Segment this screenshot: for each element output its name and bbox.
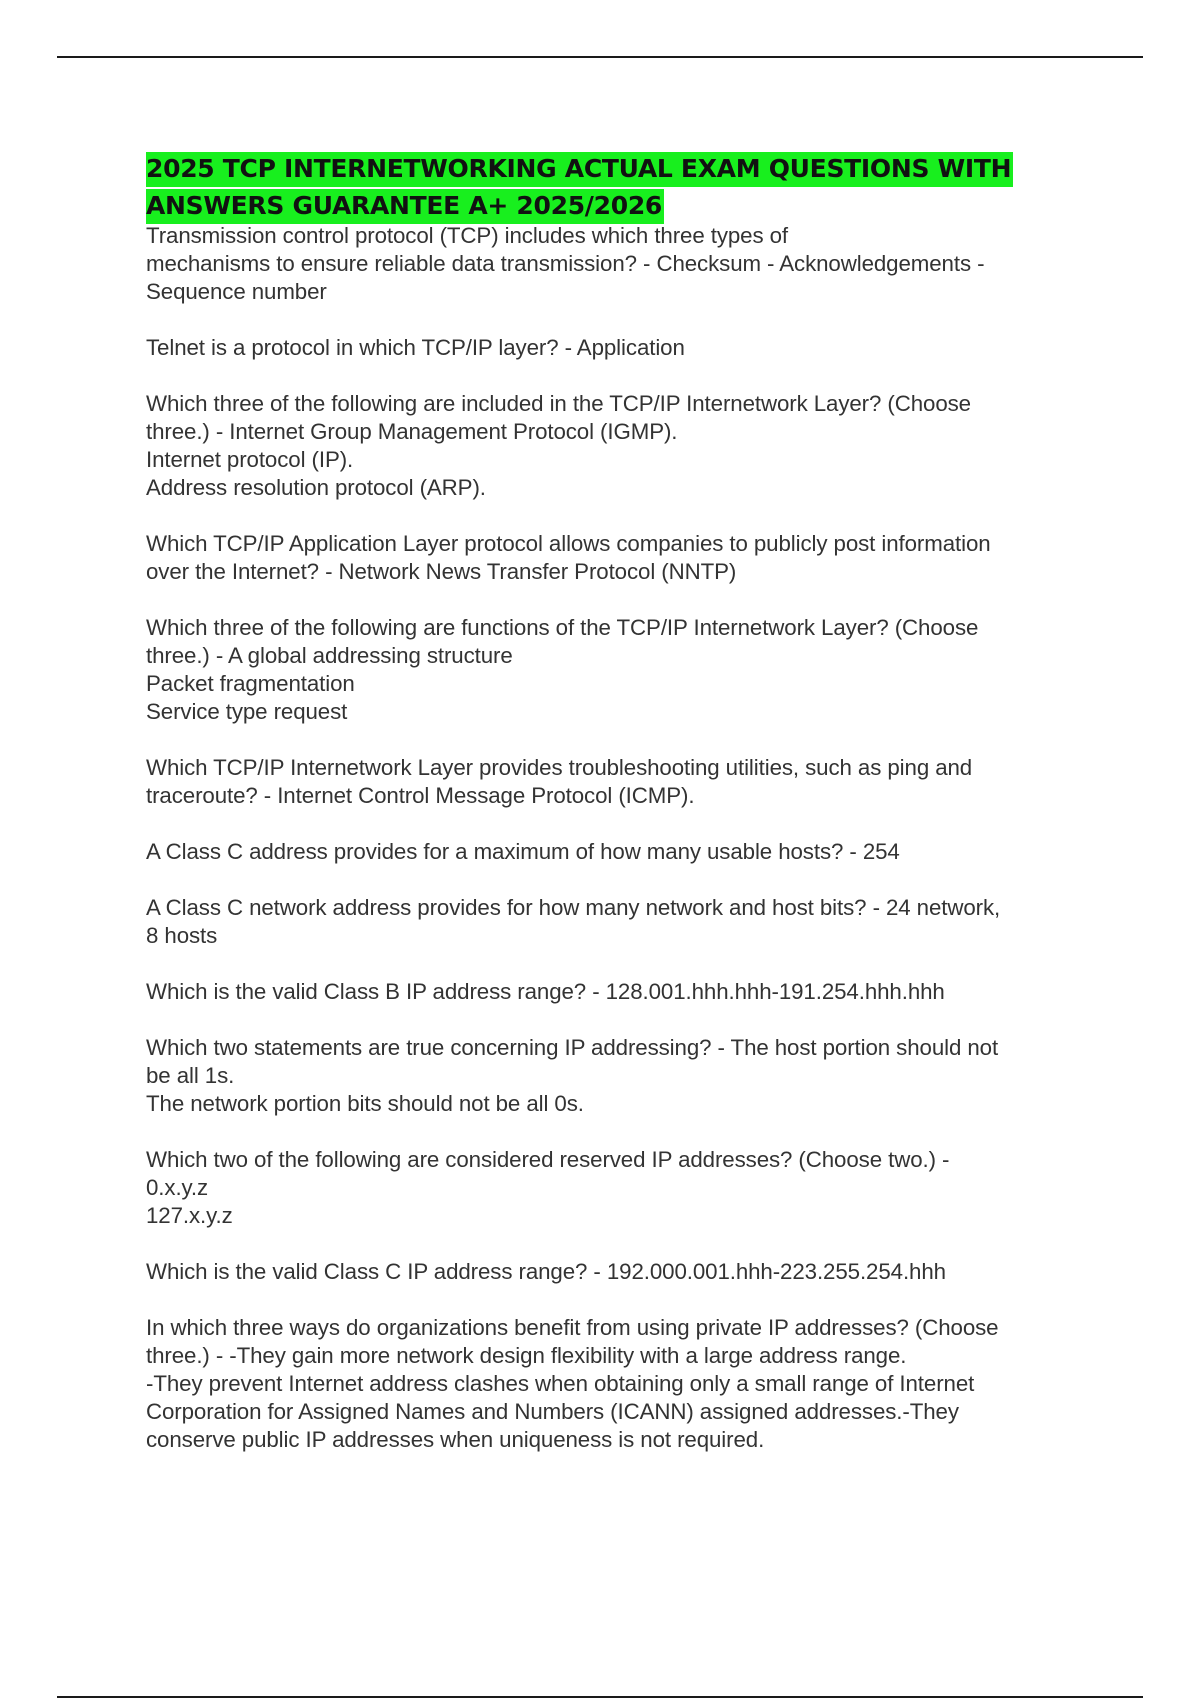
qa-item xyxy=(146,838,1096,866)
qa-line: Packet fragmentation xyxy=(146,671,355,696)
qa-line: 0.x.y.z xyxy=(146,1175,209,1200)
qa-line: Which is the valid Class B IP address range? - 128.001.hhh.hhh-191.254.hhh.hhh xyxy=(146,979,945,1004)
question-answer-list xyxy=(146,222,1096,1454)
qa-line: Sequence number xyxy=(146,279,327,304)
qa-line: Transmission control protocol (TCP) includes which three types of xyxy=(146,223,789,248)
qa-line: Which three of the following are functions of the TCP/IP Internetwork Layer? (Choose xyxy=(146,615,979,640)
qa-item xyxy=(146,222,1096,306)
qa-line: Telnet is a protocol in which TCP/IP layer? - Application xyxy=(146,335,685,360)
qa-item xyxy=(146,754,1096,810)
qa-item xyxy=(146,1034,1096,1118)
qa-line: Which two statements are true concerning IP addressing? - The host portion should not xyxy=(146,1035,999,1060)
qa-line: A Class C network address provides for how many network and host bits? - 24 network, xyxy=(146,895,1001,920)
title-line-1: 2025 TCP INTERNETWORKING ACTUAL EXAM QUESTIONS WITH xyxy=(146,154,1012,183)
qa-item xyxy=(146,614,1096,726)
qa-line: The network portion bits should not be all 0s. xyxy=(146,1091,584,1116)
qa-item xyxy=(146,530,1096,586)
qa-line: Which TCP/IP Application Layer protocol allows companies to publicly post information xyxy=(146,531,991,556)
qa-line: Corporation for Assigned Names and Numbers (ICANN) assigned addresses.-They xyxy=(146,1399,959,1424)
top-rule xyxy=(57,56,1143,58)
qa-line: Which two of the following are considered reserved IP addresses? (Choose two.) - xyxy=(146,1147,950,1172)
qa-line: 127.x.y.z xyxy=(146,1203,233,1228)
qa-line: be all 1s. xyxy=(146,1063,235,1088)
qa-line: over the Internet? - Network News Transfer Protocol (NNTP) xyxy=(146,559,737,584)
qa-line: Service type request xyxy=(146,699,348,724)
qa-line: Which TCP/IP Internetwork Layer provides troubleshooting utilities, such as ping and xyxy=(146,755,973,780)
qa-line: 8 hosts xyxy=(146,923,218,948)
qa-line: conserve public IP addresses when uniqueness is not required. xyxy=(146,1427,765,1452)
bottom-rule xyxy=(57,1696,1143,1698)
qa-line: mechanisms to ensure reliable data transmission? - Checksum - Acknowledgements - xyxy=(146,251,985,276)
qa-line: traceroute? - Internet Control Message Protocol (ICMP). xyxy=(146,783,695,808)
qa-line: three.) - -They gain more network design flexibility with a large address range. xyxy=(146,1343,907,1368)
document-page xyxy=(146,150,1096,1482)
qa-item xyxy=(146,978,1096,1006)
qa-item xyxy=(146,1314,1096,1454)
title-highlight xyxy=(146,152,1013,224)
qa-line: Which three of the following are included in the TCP/IP Internetwork Layer? (Choose xyxy=(146,391,971,416)
qa-item xyxy=(146,334,1096,362)
qa-line: Internet protocol (IP). xyxy=(146,447,354,472)
qa-line: three.) - Internet Group Management Protocol (IGMP). xyxy=(146,419,678,444)
qa-line: In which three ways do organizations benefit from using private IP addresses? (Choose xyxy=(146,1315,999,1340)
qa-item xyxy=(146,390,1096,502)
qa-line: three.) - A global addressing structure xyxy=(146,643,513,668)
title-line-2: ANSWERS GUARANTEE A+ 2025/2026 xyxy=(146,191,663,220)
qa-item xyxy=(146,1258,1096,1286)
qa-line: Which is the valid Class C IP address range? - 192.000.001.hhh-223.255.254.hhh xyxy=(146,1259,946,1284)
qa-item xyxy=(146,894,1096,950)
qa-line: -They prevent Internet address clashes when obtaining only a small range of Internet xyxy=(146,1371,975,1396)
qa-line: A Class C address provides for a maximum of how many usable hosts? - 254 xyxy=(146,839,900,864)
document-title xyxy=(146,150,1096,224)
qa-item xyxy=(146,1146,1096,1230)
qa-line: Address resolution protocol (ARP). xyxy=(146,475,486,500)
